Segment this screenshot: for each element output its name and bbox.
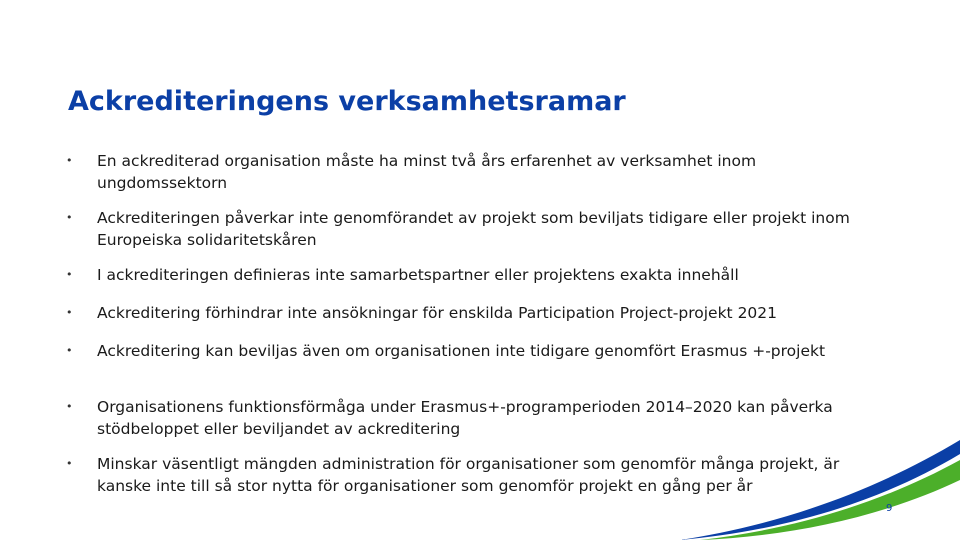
- bullet-text: Ackreditering kan beviljas även om organisationen inte tidigare genomfört Erasmus +-projekt: [97, 342, 826, 360]
- page-number: 9: [886, 503, 893, 514]
- bullet-item: [66, 150, 866, 194]
- bullet-item: [66, 264, 866, 286]
- bullet-dot: •: [66, 211, 73, 224]
- bullet-dot: •: [66, 306, 73, 319]
- bullet-text: Organisationens funktionsförmåga under Erasmus+-programperioden 2014–2020 kan påverka stödbeloppet eller beviljandet av ackreditering: [97, 398, 833, 438]
- bullet-text: Ackrediteringen påverkar inte genomförandet av projekt som beviljats tidigare eller projekt inom Europeiska solidaritetskåren: [97, 209, 850, 249]
- bullet-item: [66, 207, 866, 251]
- bullet-dot: •: [66, 154, 73, 167]
- bullet-dot: •: [66, 268, 73, 281]
- bullet-text: Minskar väsentligt mängden administration för organisationer som genomför många projekt, är kanske inte till så stor nytta för organisationer som genomför projekt en gång per år: [97, 455, 840, 495]
- bullet-dot: •: [66, 457, 73, 470]
- brand-swoosh-graphic: [680, 420, 960, 540]
- bullet-text: I ackrediteringen definieras inte samarbetspartner eller projektens exakta innehåll: [97, 266, 739, 284]
- bullet-dot: •: [66, 400, 73, 413]
- bullet-text: Ackreditering förhindrar inte ansökningar för enskilda Participation Project-projekt 2021: [97, 304, 778, 322]
- bullet-item: [66, 302, 866, 324]
- bullet-dot: •: [66, 344, 73, 357]
- bullet-item: [66, 340, 866, 362]
- slide-title: Ackrediteringens verksamhetsramar: [68, 86, 626, 117]
- bullet-text: En ackrediterad organisation måste ha minst två års erfarenhet av verksamhet inom ungdomssektorn: [97, 152, 757, 192]
